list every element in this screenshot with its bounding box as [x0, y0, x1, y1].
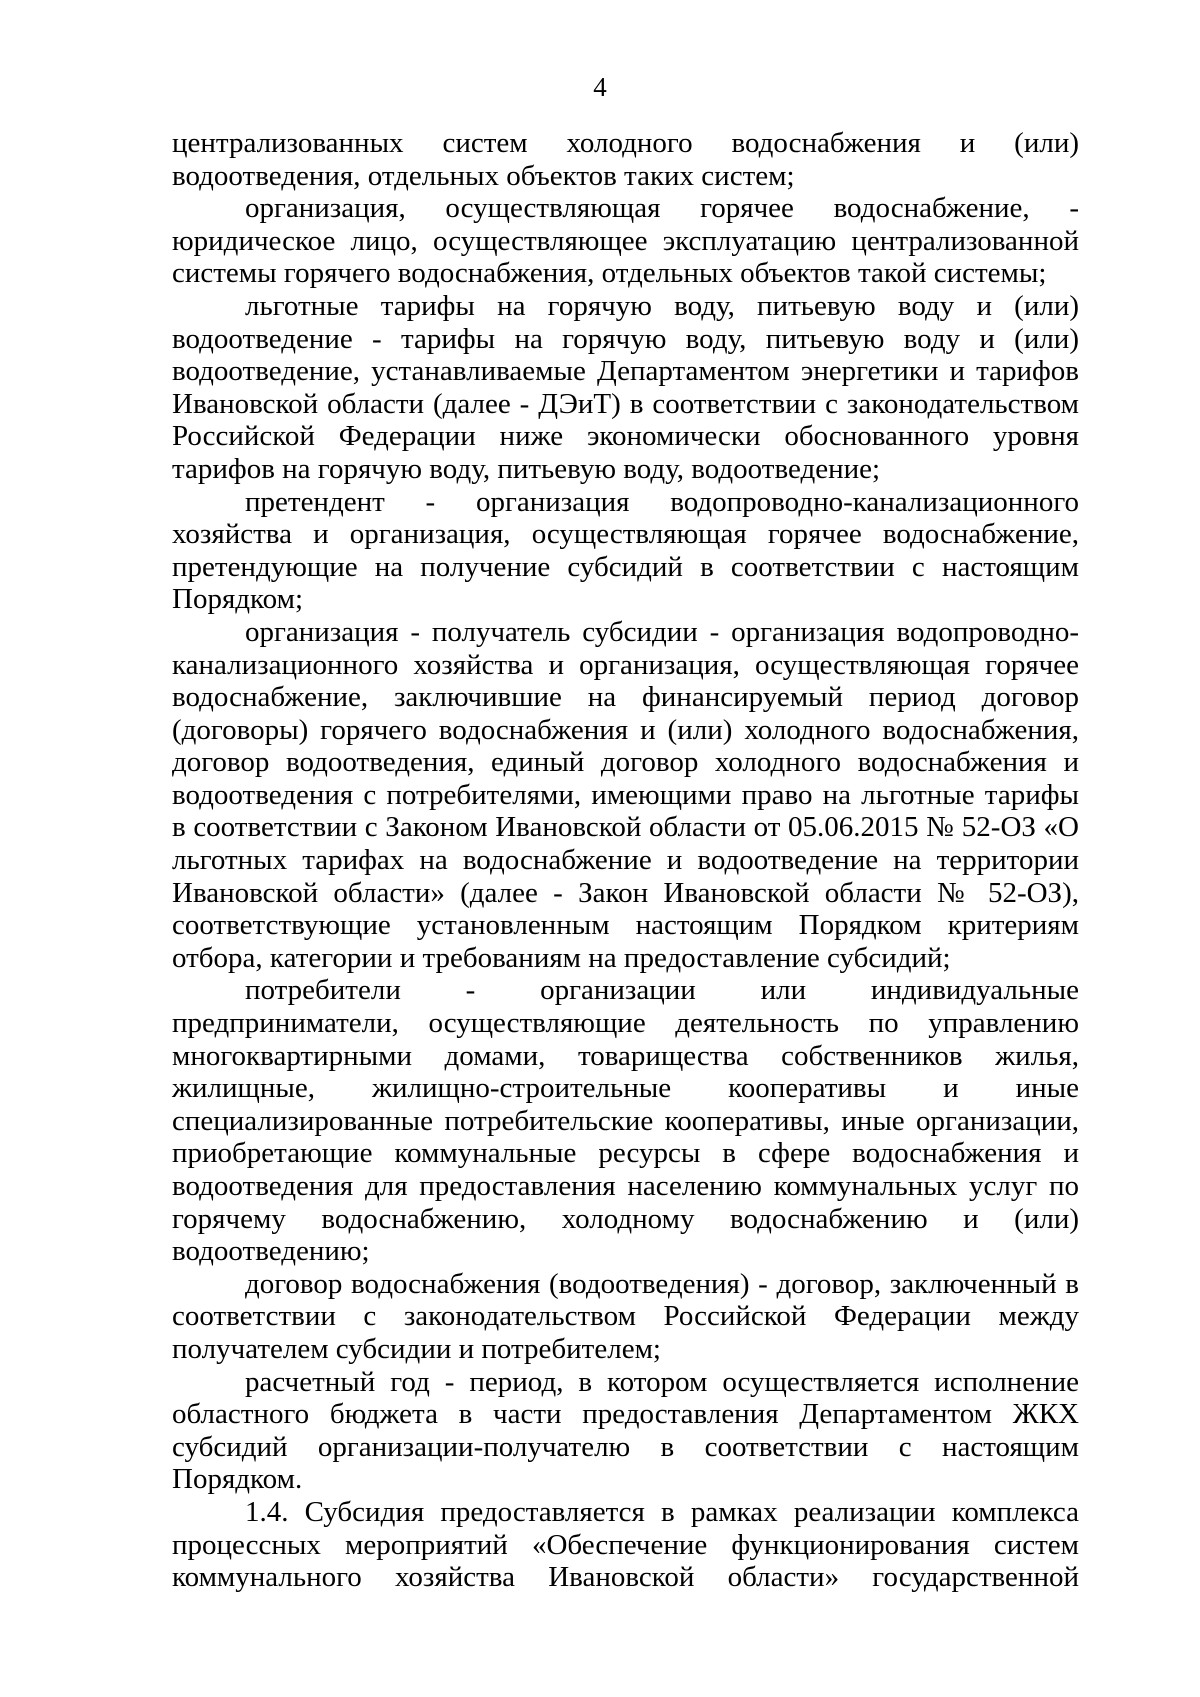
paragraph-5: организация - получатель субсидии - организация водопроводно-канализационного хозяйства и организация, осуществляющая горячее водоснабжение, заключившие на финансируемый период договор (договоры) горячего водоснабжения и (или) холодного водоснабжения, договор водоотведения, единый договор холодного водоснабжения и водоотведения с потребителями, имеющими право на льготные тарифы в соответствии с Законом Ивановской области от 05.06.2015 № 52-ОЗ «О льготных тарифах на водоснабжение и водоотведение на территории Ивановской области» (далее - Закон Ивановской области № 52-ОЗ), соответствующие установленным настоящим Порядком критериям отбора, категории и требованиям на предоставление субсидий;: [172, 615, 1079, 974]
page-number: 4: [593, 72, 607, 102]
paragraph-8: расчетный год - период, в котором осуществляется исполнение областного бюджета в части предоставления Департаментом ЖКХ субсидий организации-получателю в соответствии с настоящим Порядком.: [172, 1365, 1079, 1496]
paragraph-4: претендент - организация водопроводно-канализационного хозяйства и организация, осуществляющая горячее водоснабжение, претендующие на получение субсидий в соответствии с настоящим Порядком;: [172, 485, 1079, 616]
paragraph-6: потребители - организации или индивидуальные предприниматели, осуществляющие деятельность по управлению многоквартирными домами, товарищества собственников жилья, жилищные, жилищно-строительные кооперативы и иные специализированные потребительские кооперативы, иные организации, приобретающие коммунальные ресурсы в сфере водоснабжения и водоотведения для предоставления населению коммунальных услуг по горячему водоснабжению, холодному водоснабжению и (или) водоотведению;: [172, 974, 1079, 1268]
paragraph-1: централизованных систем холодного водоснабжения и (или) водоотведения, отдельных объектов таких систем;: [172, 127, 1079, 192]
paragraph-9: 1.4. Субсидия предоставляется в рамках реализации комплекса процессных мероприятий «Обеспечение функционирования систем коммунального хозяйства Ивановской области» государственной: [172, 1495, 1079, 1594]
document-body: [172, 127, 1079, 1594]
paragraph-7: договор водоснабжения (водоотведения) - договор, заключенный в соответствии с законодательством Российской Федерации между получателем субсидии и потребителем;: [172, 1267, 1079, 1365]
paragraph-2: организация, осуществляющая горячее водоснабжение, - юридическое лицо, осуществляющее эксплуатацию централизованной системы горячего водоснабжения, отдельных объектов такой системы;: [172, 192, 1079, 290]
paragraph-3: льготные тарифы на горячую воду, питьевую воду и (или) водоотведение - тарифы на горячую воду, питьевую воду и (или) водоотведение, устанавливаемые Департаментом энергетики и тарифов Ивановской области (далее - ДЭиТ) в соответствии с законодательством Российской Федерации ниже экономически обоснованного уровня тарифов на горячую воду, питьевую воду, водоотведение;: [172, 289, 1079, 485]
